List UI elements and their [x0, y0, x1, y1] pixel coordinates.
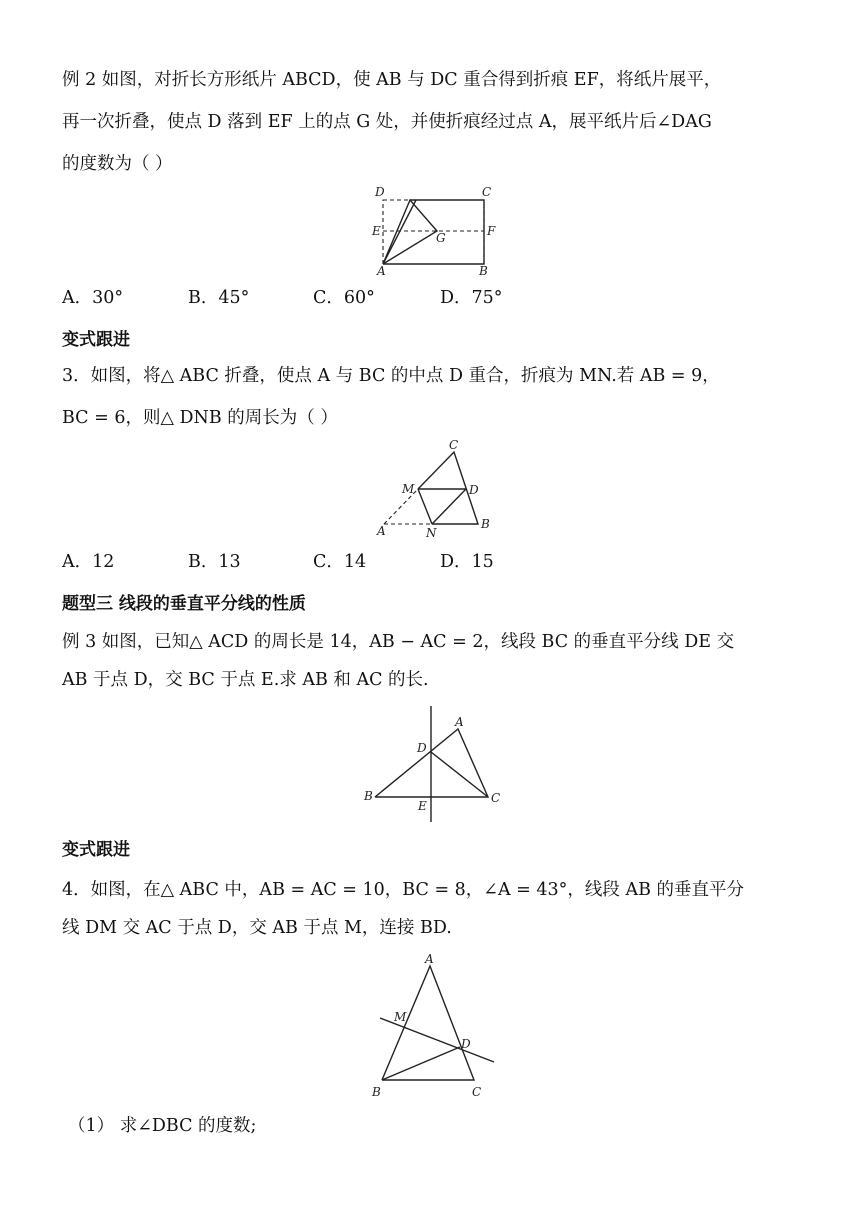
label-a: A [377, 264, 386, 278]
label-d: D [461, 1037, 471, 1051]
bisector-dm [380, 1018, 494, 1062]
label-c: C [491, 791, 501, 805]
label-a: A [425, 952, 434, 966]
label-m: M [402, 482, 415, 496]
label-d: D [417, 741, 427, 755]
choice-d[interactable]: D．15 [440, 552, 494, 572]
label-g: G [436, 231, 446, 245]
variant2-heading: 变式跟进 [62, 840, 130, 860]
choice-a[interactable]: A．12 [62, 552, 115, 572]
choice-b[interactable]: B．45° [188, 288, 250, 308]
example2-line-1: 例 2 如图，对折长方形纸片 ABCD，使 AB 与 DC 重合得到折痕 EF，将纸片展平， [62, 70, 722, 90]
label-e: E [418, 799, 427, 813]
choice-b[interactable]: B．13 [188, 552, 241, 572]
variant1-heading: 变式跟进 [62, 330, 130, 350]
label-c: C [472, 1085, 482, 1099]
label-b: B [372, 1085, 381, 1099]
label-f: F [487, 224, 496, 238]
example2-line-3: 的度数为（ ） [62, 154, 173, 174]
example2-line-2: 再一次折叠，使点 D 落到 EF 上的点 G 处，并使折痕经过点 A，展平纸片后∠DAG [62, 112, 712, 132]
choice-c[interactable]: C．60° [313, 288, 375, 308]
section3-heading: 题型三 线段的垂直平分线的性质 [62, 594, 306, 614]
label-e: E [372, 224, 381, 238]
label-c: C [482, 185, 492, 199]
label-m: M [394, 1010, 407, 1024]
label-b: B [479, 264, 488, 278]
label-a: A [455, 715, 464, 729]
choice-d[interactable]: D．75° [440, 288, 503, 308]
q4-part1: （1） 求∠DBC 的度数; [68, 1116, 257, 1136]
q3-line-2: BC = 6，则△ DNB 的周长为（ ） [62, 408, 338, 428]
label-d: D [375, 185, 385, 199]
q4-line-2: 线 DM 交 AC 于点 D，交 AB 于点 M，连接 BD. [62, 918, 452, 938]
label-b: B [364, 789, 373, 803]
label-c: C [449, 438, 459, 452]
q4-line-1: 4．如图，在△ ABC 中，AB = AC = 10，BC = 8，∠A = 43°，线段 AB 的垂直平分 [62, 880, 745, 900]
q3-line-1: 3．如图，将△ ABC 折叠，使点 A 与 BC 的中点 D 重合，折痕为 MN.若 AB = 9， [62, 366, 720, 386]
choice-c[interactable]: C．14 [313, 552, 367, 572]
label-d: D [469, 483, 479, 497]
label-a: A [377, 524, 386, 538]
example3-line-1: 例 3 如图，已知△ ACD 的周长是 14，AB − AC = 2，线段 BC 的垂直平分线 DE 交 [62, 632, 735, 652]
label-b: B [481, 517, 490, 531]
label-n: N [426, 526, 437, 540]
example3-line-2: AB 于点 D，交 BC 于点 E.求 AB 和 AC 的长. [62, 670, 429, 690]
choice-a[interactable]: A．30° [62, 288, 124, 308]
